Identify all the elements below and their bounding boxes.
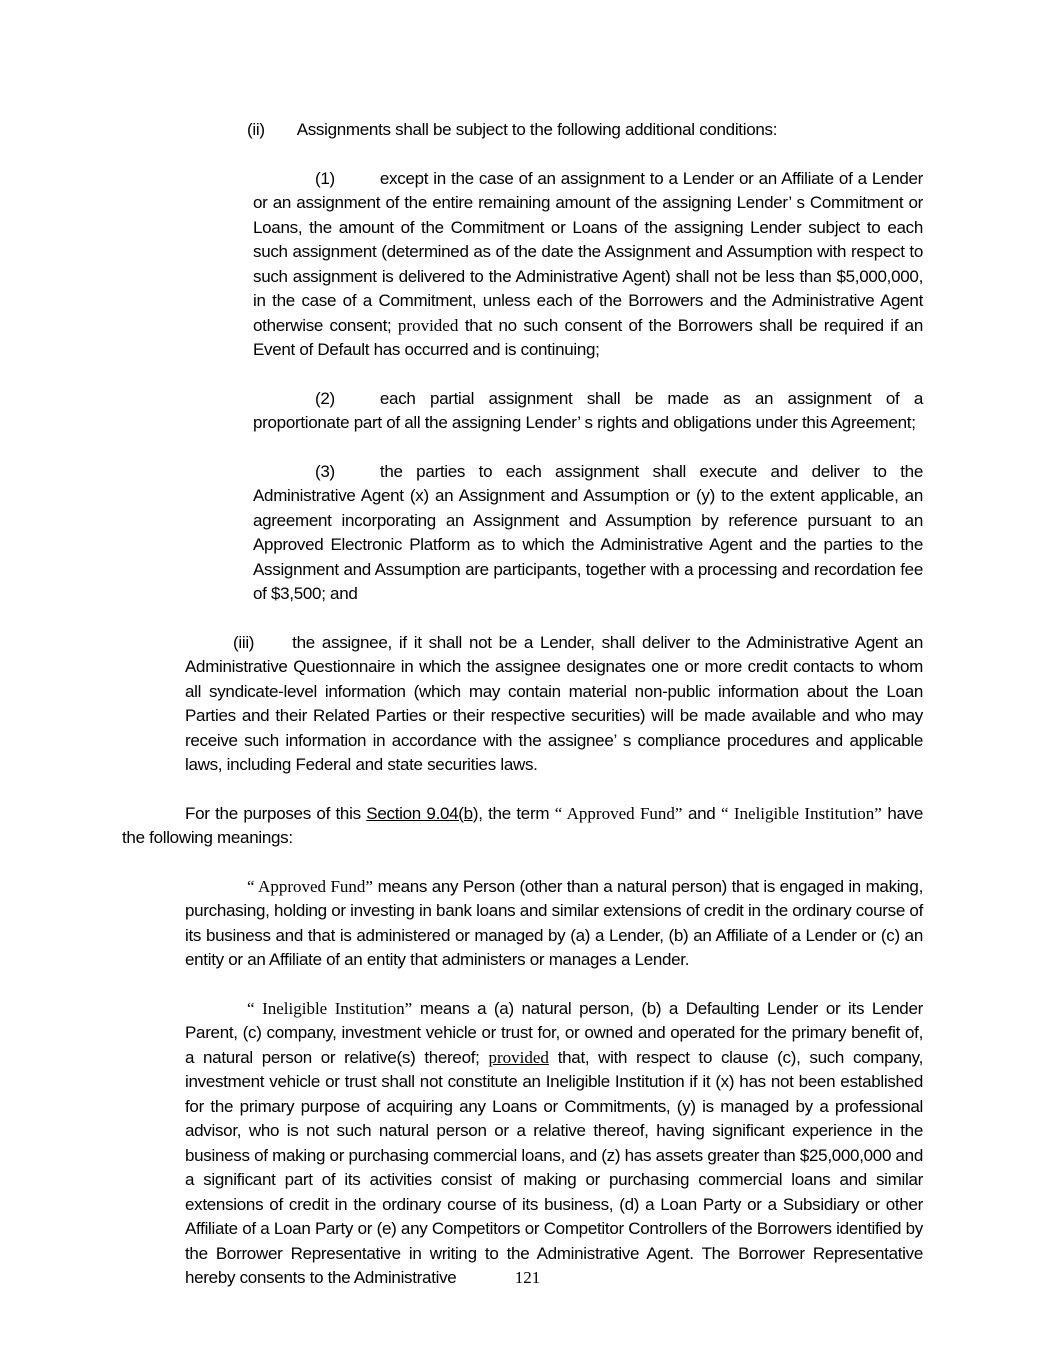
- definition-approved-fund: “ Approved Fund” means any Person (other than a natural person) that is engaged in making, purchasing, holding or investing in bank loans and similar extensions of credit in the ordinary course of its business and that is administered or managed by (a) a Lender, (b) an Affiliate of a Lender or (c) an entity or an Affiliate of an entity that administers or manages a Lender.: [185, 876, 923, 969]
- clause-3: (3) the parties to each assignment shall execute and deliver to the Administrative Agent (x) an Assignment and Assumption or (y) to the extent applicable, an agreement incorporating an Assignment and Assumption by reference pursuant to an Approved Electronic Platform as to which the Administrative Agent and the parties to the Assignment and Assumption are participants, together with a processing and recordation fee of $3,500; and: [253, 461, 923, 603]
- definition-ineligible-institution: “ Ineligible Institution” means a (a) natural person, (b) a Defaulting Lender or its Lender Parent, (c) company, investment vehicle or trust for, or owned and operated for the primary benefit of, a natural person or relative(s) thereof; provided that, with respect to clause (c), such company, investment vehicle or trust shall not constitute an Ineligible Institution if it (x) has not been established for the primary purpose of acquiring any Loans or Commitments, (y) is managed by a professional advisor, who is not such natural person or a relative thereof, having significant experience in the business of making or purchasing commercial loans, and (z) has assets greater than $25,000,000 and a significant part of its activities consist of making or purchasing commercial loans and similar extensions of credit in the ordinary course of its business, (d) a Loan Party or a Subsidiary or other Affiliate of a Loan Party or (e) any Competitors or Competitor Controllers of the Borrowers identified by the Borrower Representative in writing to the Administrative Agent. The Borrower Representative hereby consents to the Administrative: [185, 998, 923, 1287]
- clause-ii-heading: (ii) Assignments shall be subject to the following additional conditions:: [247, 120, 778, 139]
- clause-1: (1) except in the case of an assignment to a Lender or an Affiliate of a Lender or an assignment of the entire remaining amount of the assigning Lender’ s Commitment or Loans, the amount of the Commitment or Loans of the assigning Lender subject to each such assignment (determined as of the date the Assignment and Assumption with respect to such assignment is delivered to the Administrative Agent) shall not be less than $5,000,000, in the case of a Commitment, unless each of the Borrowers and the Administrative Agent otherwise consent; provided that no such consent of the Borrowers shall be required if an Event of Default has occurred and is continuing;: [253, 168, 923, 359]
- page-number: 121: [514, 1268, 541, 1287]
- definitions-intro: For the purposes of this Section 9.04(b), the term “ Approved Fund” and “ Ineligible Institution” have the following meanings:: [122, 803, 923, 847]
- clause-iii: (iii) the assignee, if it shall not be a Lender, shall deliver to the Administrative Agent an Administrative Questionnaire in which the assignee designates one or more credit contacts to whom all syndicate-level information (which may contain material non-public information about the Loan Parties and their Related Parties or their respective securities) will be made available and who may receive such information in accordance with the assignee’ s compliance procedures and applicable laws, including Federal and state securities laws.: [185, 632, 923, 774]
- clause-2: (2) each partial assignment shall be made as an assignment of a proportionate part of all the assigning Lender’ s rights and obligations under this Agreement;: [253, 388, 923, 432]
